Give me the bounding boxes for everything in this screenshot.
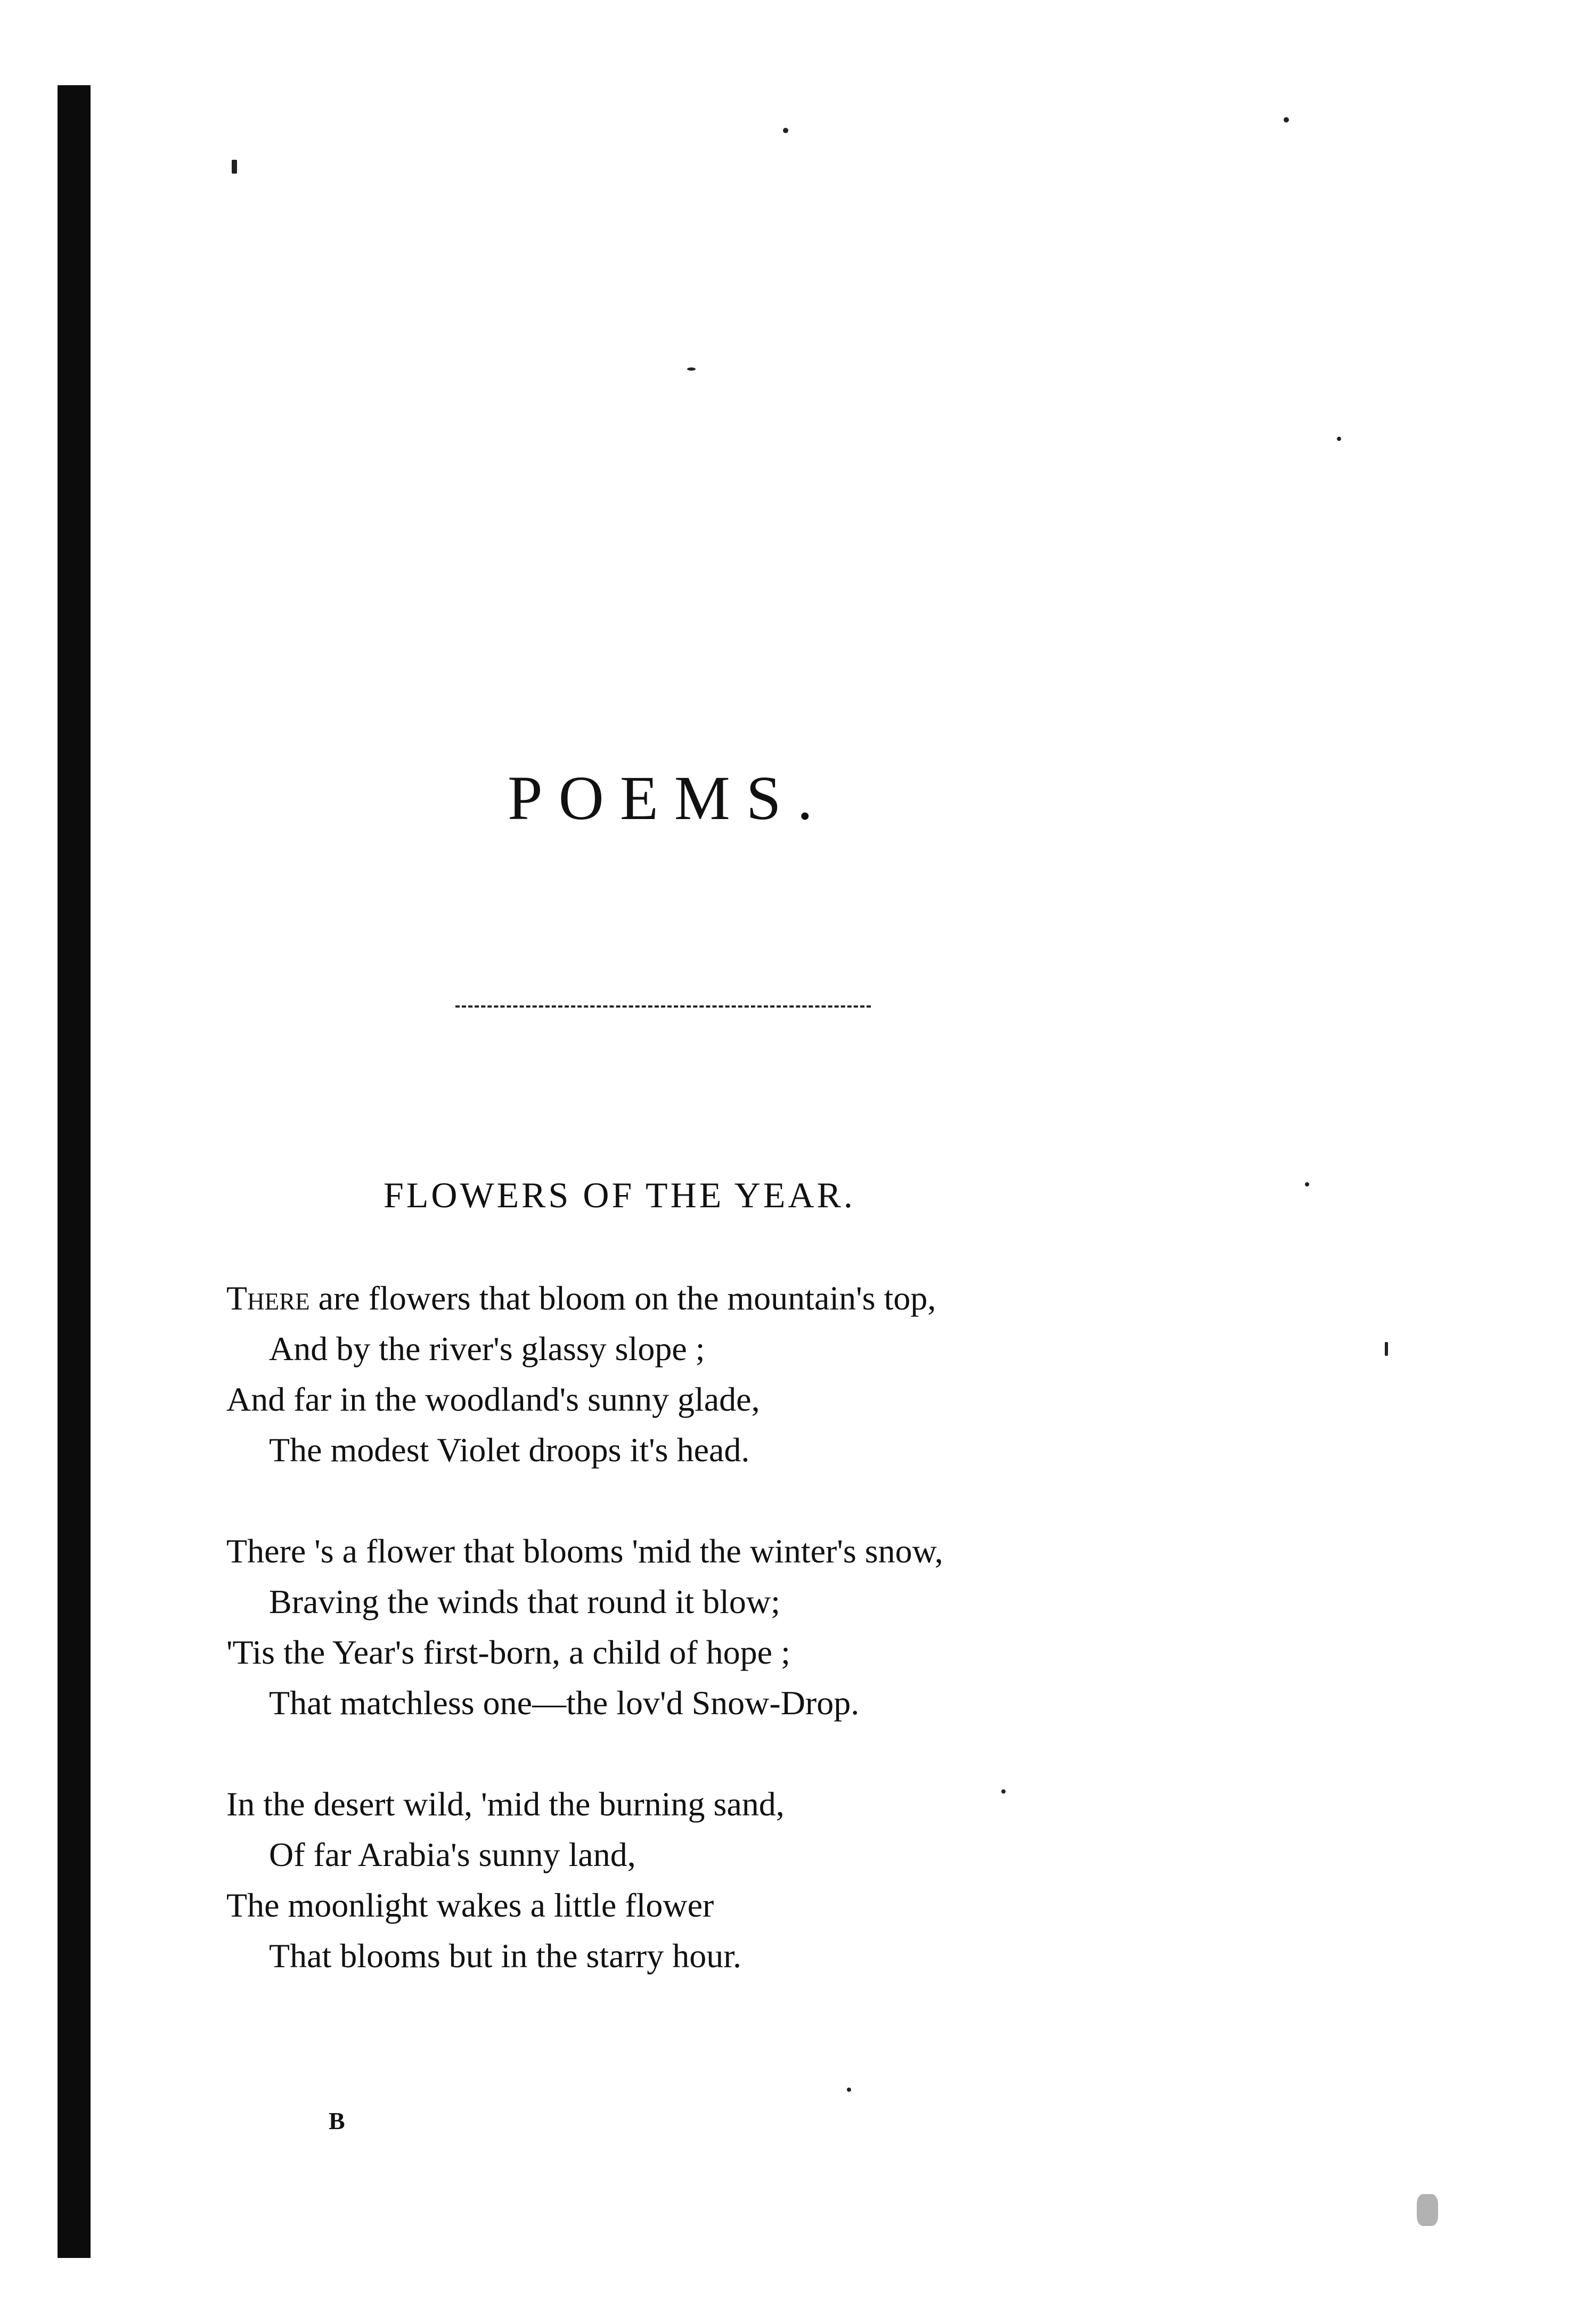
drop-word: There [226, 1279, 310, 1317]
poem-line: And by the river's glassy slope ; [269, 1330, 705, 1368]
stanza-1 [226, 1273, 943, 1475]
poem-line: Braving the winds that round it blow; [269, 1583, 780, 1621]
poem-title: FLOWERS OF THE YEAR. [383, 1175, 855, 1215]
scan-speck [1284, 117, 1289, 122]
scan-speck [1417, 2194, 1438, 2226]
poem-line: 'Tis the Year's first-born, a child of hope ; [226, 1633, 790, 1671]
scan-speck [1305, 1182, 1309, 1186]
scan-speck [1385, 1342, 1388, 1356]
scan-speck [783, 128, 788, 133]
stanza-3 [226, 1779, 943, 1981]
poem-line [226, 1273, 943, 1323]
poem-body [226, 1273, 943, 2032]
divider-rule [455, 1005, 871, 1008]
poem-line: In the desert wild, 'mid the burning sand, [226, 1785, 785, 1823]
scan-speck [1001, 1789, 1006, 1794]
section-title-text: POEMS. [508, 763, 829, 833]
scan-speck [847, 2088, 851, 2092]
poem-line: The modest Violet droops it's head. [269, 1431, 750, 1469]
scan-speck [687, 367, 696, 371]
poem-line: That matchless one—the lov'd Snow-Drop. [269, 1684, 860, 1722]
binding-edge [58, 85, 91, 2258]
scan-speck [1337, 437, 1341, 441]
poem-line: That blooms but in the starry hour. [269, 1937, 741, 1975]
scan-speck [232, 160, 237, 174]
poem-line: There 's a flower that blooms 'mid the winter's snow, [226, 1532, 943, 1570]
poem-line: And far in the woodland's sunny glade, [226, 1380, 760, 1418]
stanza-2 [226, 1526, 943, 1728]
signature-mark: B [329, 2107, 345, 2134]
line-text: are flowers that bloom on the mountain's top, [309, 1279, 936, 1317]
section-title [0, 763, 1592, 833]
poem-line: The moonlight wakes a little flower [226, 1886, 714, 1924]
poem-line: Of far Arabia's sunny land, [269, 1836, 636, 1873]
